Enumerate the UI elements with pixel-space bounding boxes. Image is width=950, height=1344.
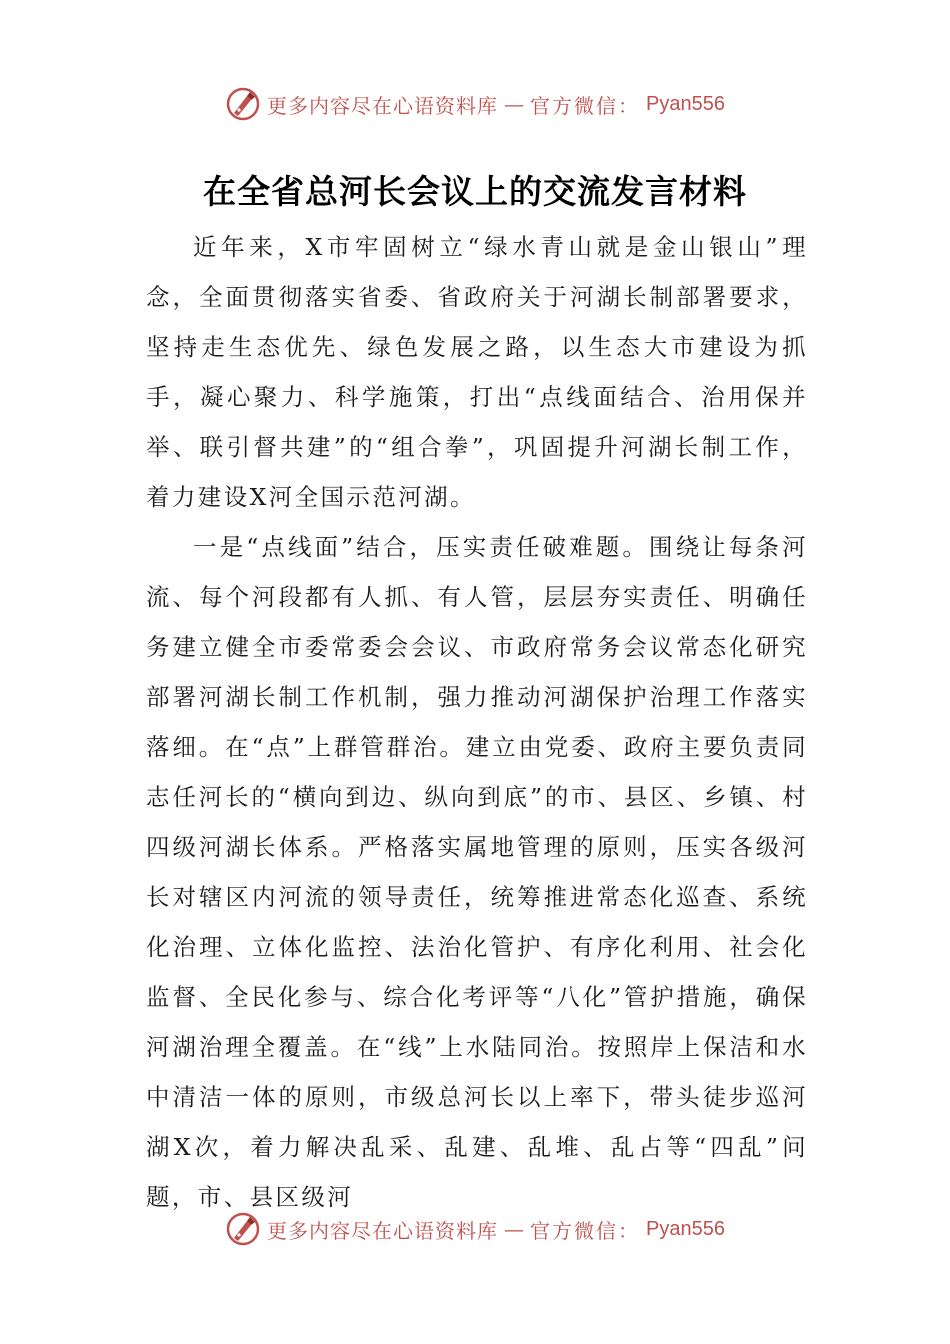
document-title: 在全省总河长会议上的交流发言材料	[203, 172, 747, 211]
pen-nib-logo-icon	[225, 86, 261, 122]
wechat-id: Pyan556	[646, 1217, 725, 1240]
brand-text: 更多内容尽在心语资料库	[267, 93, 499, 118]
banner-dash: —	[504, 1217, 525, 1241]
brand-text: 更多内容尽在心语资料库	[267, 1218, 499, 1243]
wechat-label: 官方微信：	[530, 1218, 641, 1243]
footer-banner	[0, 1207, 950, 1251]
banner-dash: —	[504, 92, 525, 116]
pen-nib-logo-icon	[225, 1211, 261, 1247]
wechat-id: Pyan556	[646, 92, 725, 115]
paragraph: 一是“点线面”结合，压实责任破难题。围绕让每条河流、每个河段都有人抓、有人管，层层夯实责任、明确任务建立健全市委常委会会议、市政府常务会议常态化研究部署河湖长制工作机制，强力推动河湖保护治理工作落实落细。在“点”上群管群治。建立由党委、政府主要负责同志任河长的“横向到边、纵向到底”的市、县区、乡镇、村四级河湖长体系。严格落实属地管理的原则，压实各级河长对辖区内河流的领导责任，统筹推进常态化巡查、系统化治理、立体化监控、法治化管护、有序化利用、社会化监督、全民化参与、综合化考评等“八化”管护措施，确保河湖治理全覆盖。在“线”上水陆同治。按照岸上保洁和水中清洁一体的原则，市级总河长以上率下，带头徒步巡河湖X次，着力解决乱采、乱建、乱堆、乱占等“四乱”问题，市、县区级河	[146, 533, 808, 1211]
header-banner	[0, 82, 950, 126]
document-body	[146, 222, 808, 1222]
paragraph: 近年来，X市牢固树立“绿水青山就是金山银山”理念，全面贯彻落实省委、省政府关于河湖长制部署要求，坚持走生态优先、绿色发展之路，以生态大市建设为抓手，凝心聚力、科学施策，打出“点线面结合、治用保并举、联引督共建”的“组合拳”，巩固提升河湖长制工作，着力建设X河全国示范河湖。	[146, 233, 808, 511]
wechat-label: 官方微信：	[530, 93, 641, 118]
